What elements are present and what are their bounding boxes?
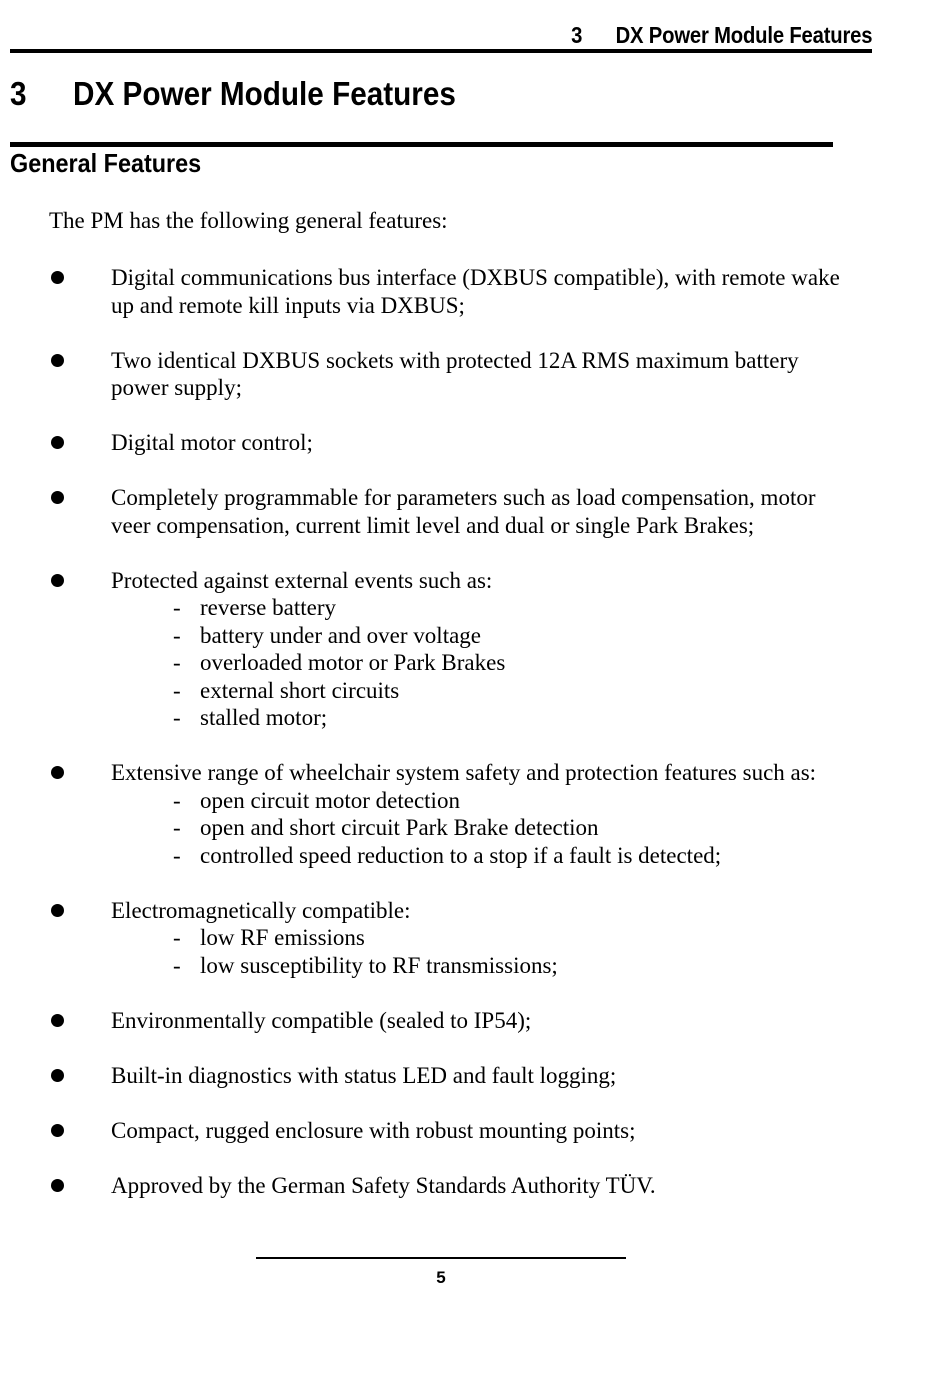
feature-sub-list (111, 787, 846, 870)
running-header-chapter-title: DX Power Module Features (615, 22, 872, 48)
feature-sub-list (111, 924, 846, 979)
bullet-icon (51, 766, 64, 779)
feature-text: Two identical DXBUS sockets with protected 12A RMS maximum battery power supply; (111, 347, 799, 400)
bullet-icon (51, 491, 64, 504)
intro-paragraph: The PM has the following general features: (49, 208, 448, 233)
feature-item (0, 1062, 846, 1090)
feature-text: Compact, rugged enclosure with robust mounting points; (111, 1117, 636, 1143)
section-rule (10, 142, 833, 147)
feature-sub-item: - stalled motor; (111, 704, 846, 732)
feature-text: Built-in diagnostics with status LED and fault logging; (111, 1062, 617, 1088)
feature-sub-item: - external short circuits (111, 677, 846, 705)
feature-sub-item: - reverse battery (111, 594, 846, 622)
bullet-icon (51, 354, 64, 367)
feature-text: Extensive range of wheelchair system safety and protection features such as: (111, 760, 817, 785)
feature-item (0, 1117, 846, 1145)
feature-sub-item: - overloaded motor or Park Brakes (111, 649, 846, 677)
bullet-icon (51, 1069, 64, 1082)
running-header (571, 22, 872, 49)
feature-text: Digital communications bus interface (DXBUS compatible), with remote wake up and remote kill inputs via DXBUS; (111, 265, 840, 318)
bullet-icon (51, 1014, 64, 1027)
feature-text: Digital motor control; (111, 430, 313, 455)
feature-sub-item: - controlled speed reduction to a stop if a fault is detected; (111, 842, 846, 870)
feature-sub-list (111, 594, 846, 732)
chapter-title (10, 75, 456, 113)
feature-item (0, 567, 846, 732)
bullet-icon (51, 574, 64, 587)
bullet-icon (51, 271, 64, 284)
feature-item (0, 1172, 846, 1200)
feature-item (0, 264, 846, 319)
feature-item (0, 1007, 846, 1035)
feature-sub-item: - low susceptibility to RF transmissions; (111, 952, 846, 980)
footer-rule (256, 1257, 626, 1259)
feature-item (0, 347, 846, 402)
feature-text: Completely programmable for parameters such as load compensation, motor veer compensation, current limit level and dual or single Park Brakes; (111, 485, 816, 538)
feature-text: Protected against external events such as: (111, 567, 493, 593)
feature-item (0, 484, 846, 539)
header-rule (10, 49, 872, 53)
feature-text: Electromagnetically compatible: (111, 897, 411, 923)
feature-list (0, 264, 950, 1227)
bullet-icon (51, 1124, 64, 1137)
feature-item (0, 429, 846, 457)
bullet-icon (51, 1179, 64, 1192)
feature-sub-item: - open and short circuit Park Brake detection (111, 814, 846, 842)
feature-text: Approved by the German Safety Standards Authority TÜV. (111, 1172, 656, 1198)
bullet-icon (51, 904, 64, 917)
feature-item (0, 759, 846, 869)
section-title: General Features (10, 148, 202, 178)
feature-sub-item: - open circuit motor detection (111, 787, 846, 815)
feature-item (0, 897, 846, 980)
chapter-title-text: DX Power Module Features (73, 75, 456, 112)
bullet-icon (51, 436, 64, 449)
feature-text: Environmentally compatible (sealed to IP54); (111, 1007, 532, 1033)
page-number: 5 (436, 1268, 446, 1287)
chapter-number: 3 (10, 75, 27, 112)
running-header-chapter-number: 3 (570, 22, 582, 48)
feature-sub-item: - battery under and over voltage (111, 622, 846, 650)
feature-sub-item: - low RF emissions (111, 924, 846, 952)
